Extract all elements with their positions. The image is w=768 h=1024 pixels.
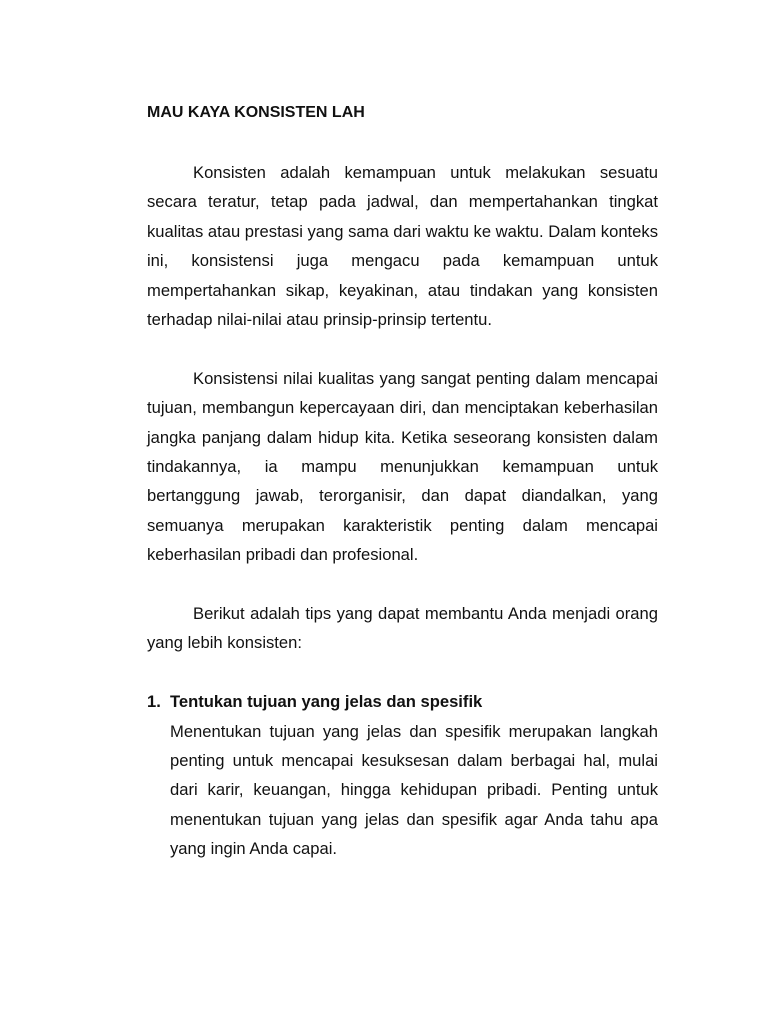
list-item-body: Menentukan tujuan yang jelas dan spesifik merupakan langkah penting untuk mencapai kesuksesan dalam berbagai hal, mulai dari karir, keuangan, hingga kehidupan pribadi. Penting untuk menentukan tujuan yang jelas dan spesifik agar Anda tahu apa yang ingin Anda capai. [170, 721, 658, 859]
list-item-heading: Tentukan tujuan yang jelas dan spesifik [170, 692, 483, 712]
document-title: MAU KAYA KONSISTEN LAH [147, 104, 365, 121]
list-item-number: 1. [147, 692, 161, 712]
paragraph-importance: Konsistensi nilai kualitas yang sangat penting dalam mencapai tujuan, membangun kepercayaan diri, dan menciptakan keberhasilan jangka panjang dalam hidup kita. Ketika seseorang konsisten dalam tindakannya, ia mampu menunjukkan kemampuan untuk bertanggung jawab, terorganisir, dan dapat diandalkan, yang semuanya merupakan karakteristik penting dalam mencapai keberhasilan pribadi dan profesional. [147, 368, 658, 565]
tips-list [147, 687, 658, 863]
paragraph-definition: Konsisten adalah kemampuan untuk melakukan sesuatu secara teratur, tetap pada jadwal, dan mempertahankan tingkat kualitas atau prestasi yang sama dari waktu ke waktu. Dalam konteks ini, konsistensi juga mengacu pada kemampuan untuk mempertahankan sikap, keyakinan, atau tindakan yang konsisten terhadap nilai-nilai atau prinsip-prinsip tertentu. [147, 163, 658, 330]
document-page [147, 100, 658, 864]
list-item [147, 687, 658, 863]
paragraph-tips-intro: Berikut adalah tips yang dapat membantu Anda menjadi orang yang lebih konsisten: [147, 604, 658, 653]
